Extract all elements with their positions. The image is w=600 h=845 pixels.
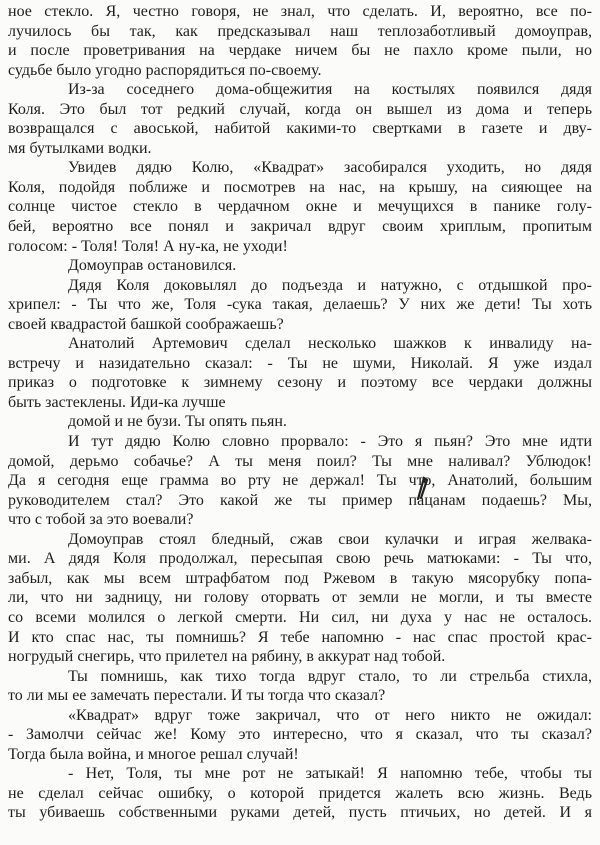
text-line: ми. А дядя Коля продолжал, пересыпая свою речь матюками: - Ты что, (8, 550, 592, 568)
text-line: - Замолчи сейчас же! Кому это интересно, что я сказал, что ты сказал? (8, 726, 592, 744)
text-line: своей квадрастой башкой соображаешь? (8, 315, 284, 333)
text-line: солнце чистое стекло в чердачном окне и мечущихся в панике голу- (8, 198, 592, 216)
text-line: судьбе было угодно распорядиться по-своему. (8, 61, 322, 79)
text-line: Дядя Коля доковылял до подъезда и натужно, с отдышкой про- (68, 276, 592, 294)
text-line: встречу и назидательно сказал: - Ты не шуми, Николай. Я уже издал (8, 354, 592, 372)
text-line: лучилось бы так, как предсказывал наш теплозаботливый домоуправ, (8, 22, 592, 40)
text-line: то ли мы ее замечать перестали. И ты тогда что сказал? (8, 687, 386, 705)
text-line: что с тобой за это воевали? (8, 511, 194, 529)
text-line: быть застеклены. Иди-ка лучше (8, 393, 226, 411)
text-line: забыл, как мы всем штрафбатом под Ржевом в такую мясорубку попа- (8, 569, 592, 587)
text-line: Увидев дядю Колю, «Квадрат» засобирался уходить, но дядя (68, 159, 592, 177)
text-line: домой и не бузи. Ты опять пьян. (68, 413, 287, 431)
text-line: руководителем стал? Это какой же ты пример пацанам подаешь? Мы, (8, 491, 592, 509)
text-line: Из-за соседнего дома-общежития на костылях появился дядя (68, 81, 592, 99)
text-line: ное стекло. Я, честно говоря, не знал, что сделать. И, вероятно, все по- (8, 3, 592, 20)
text-line: хрипел: - Ты что же, Толя -сука такая, делаешь? У них же дети! Ты хоть (8, 296, 592, 314)
text-line: И кто спас нас, ты помнишь? Я тебе напомню - нас спас простой крас- (8, 628, 592, 646)
text-line: и после проветривания на чердаке ничем бы не пахло кроме пыли, но (8, 42, 592, 60)
text-line: Коля. Это был тот редкий случай, когда он вышел из дома и теперь (8, 100, 592, 118)
text-line: со всеми молился о легкой смерти. Ни сил, ни духа у нас не осталось. (8, 608, 592, 626)
text-line: ты убиваешь собственными руками детей, пусть птичьих, но детей. И я (8, 804, 592, 822)
text-line: Домоуправ остановился. (68, 257, 237, 275)
text-line: Коля, подойдя поближе и посмотрев на нас, на крышу, на сияющее на (8, 178, 592, 196)
text-line: ли, что ни задницу, ни голову оторвать от земли не могли, и ты вместе (8, 589, 592, 607)
text-line: - Нет, Толя, ты мне рот не затыкай! Я напомню тебе, чтобы ты (68, 765, 592, 783)
text-line: приказ о подготовке к зимнему сезону и поэтому все чердаки должны (8, 374, 592, 392)
text-line: возвращался с авоськой, набитой какими-то свертками в газете и дву- (8, 120, 592, 138)
text-line: ногрудый снегирь, что прилетел на рябину, в аккурат над тобой. (8, 648, 446, 666)
text-line: Ты помнишь, как тихо тогда вдруг стало, то ли стрельба стихла, (68, 667, 592, 685)
text-line: голосом: - Толя! Толя! А ну-ка, не уходи! (8, 237, 288, 255)
text-line: мя бутылками водки. (8, 139, 152, 157)
text-line: домой, дерьмо собачье? А ты меня поил? Ты мне наливал? Ублюдок! (8, 452, 592, 470)
text-line: Тогда была война, и многое решал случай! (8, 745, 299, 763)
text-line: Да я сегодня еще грамма во рту не держал! Ты что, Анатолий, большим (8, 472, 592, 490)
text-line: «Квадрат» вдруг тоже закричал, что от него никто не ожидал: (68, 706, 592, 724)
text-line: не сделал сейчас ошибку, о которой придется жалеть всю жизнь. Ведь (8, 784, 592, 802)
text-line: бей, вероятно все понял и закричал вдруг своим хриплым, пропитым (8, 218, 592, 236)
text-line: И тут дядю Колю словно прорвало: - Это я пьян? Это мне идти (68, 433, 592, 451)
text-line: Анатолий Артемович сделал несколько шажков к инвалиду на- (68, 335, 592, 353)
text-line: Домоуправ стоял бледный, сжав свои кулачки и играя желвака- (68, 530, 592, 548)
pen-mark (415, 476, 429, 500)
